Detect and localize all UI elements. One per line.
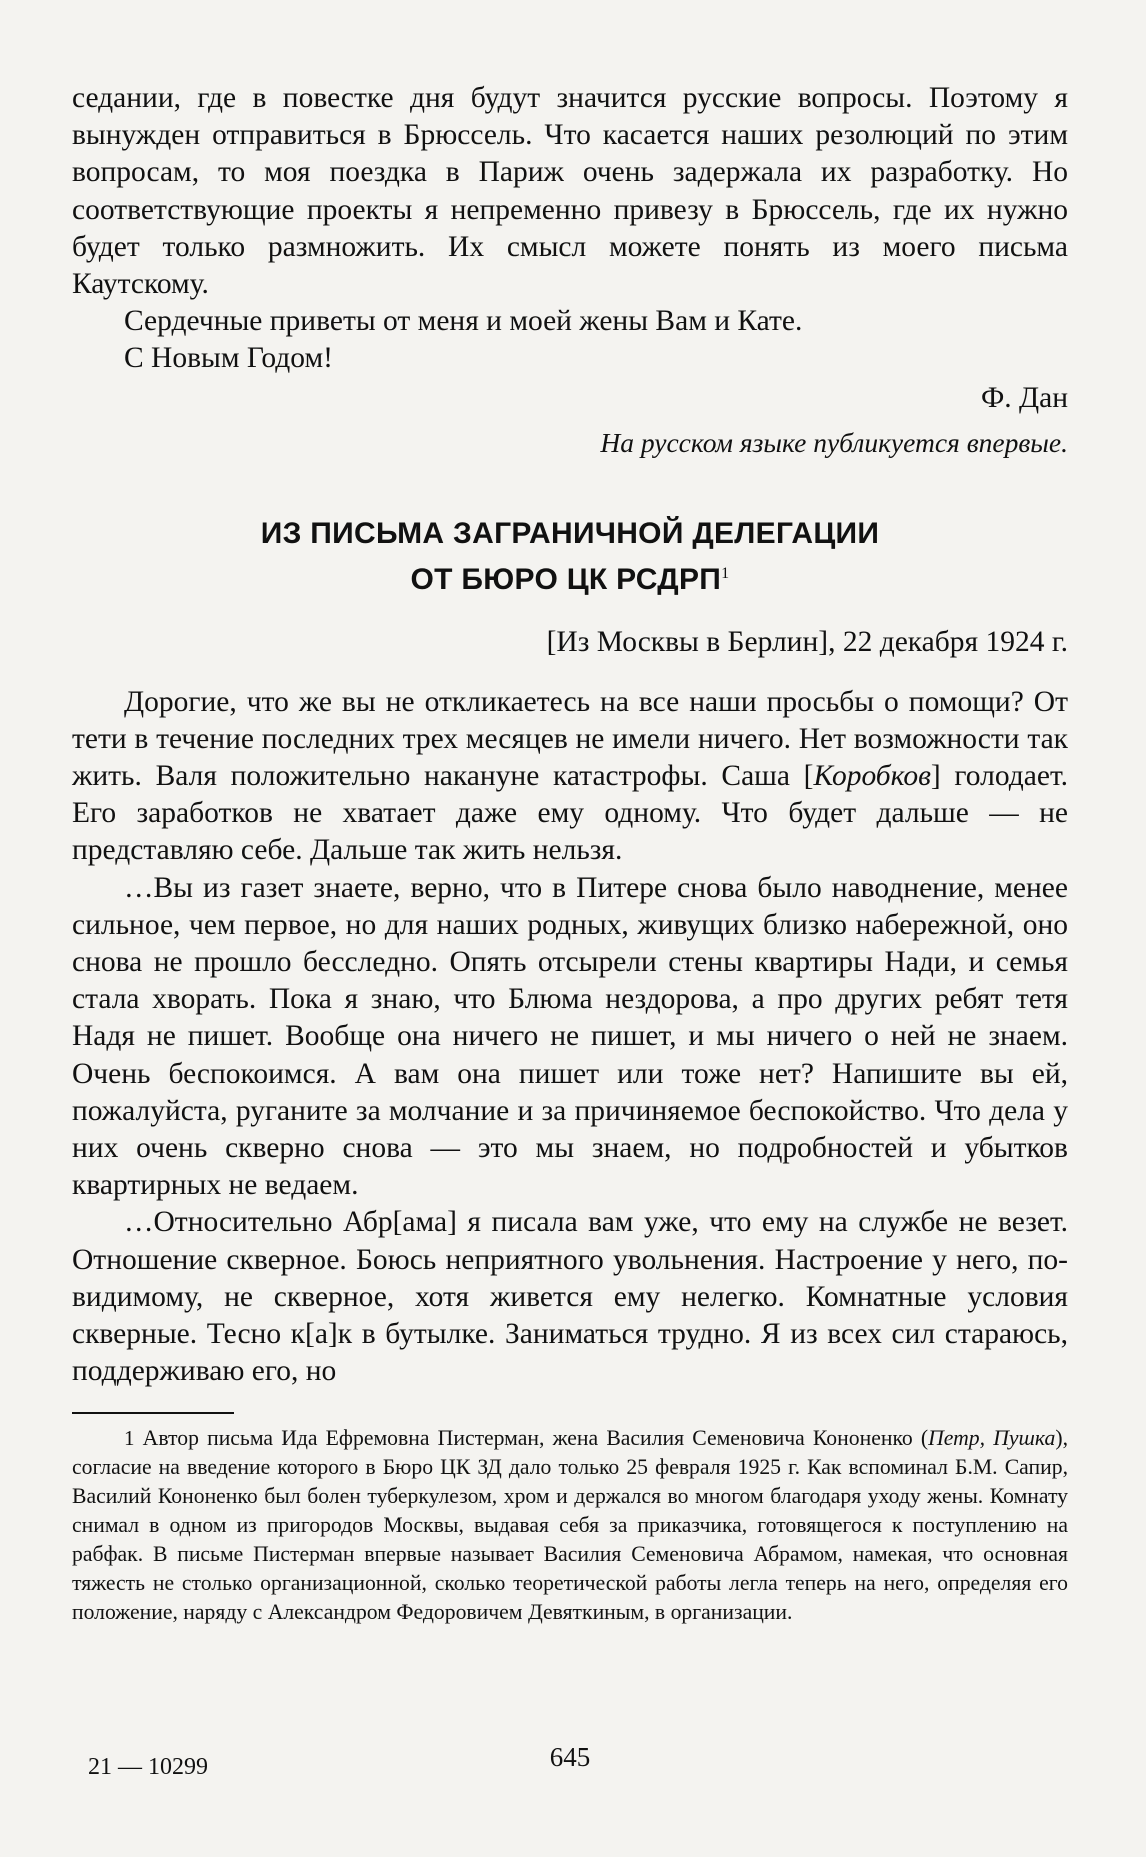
- letter-paragraph: …Относительно Абр[ама] я писала вам уже, что ему на службе не везет. Отношение скверное. Боюсь неприятного увольнения. Настроение у него, по-видимому, не скверное, хотя живется ему нелегко. Комнатные условия скверные. Тесно к[а]к в бутылке. Заниматься трудно. Я из всех сил стараюсь, поддерживаю его, но: [72, 1206, 1068, 1388]
- heading-line-2: [72, 554, 1068, 600]
- footnote-reference: 1: [721, 564, 730, 582]
- intro-paragraph: Сердечные приветы от меня и моей жены Вам и Кате.: [124, 305, 803, 338]
- first-publication-note: На русском языке публикуется впервые.: [600, 426, 1068, 458]
- letter-paragraph: Дорогие, что же вы не откликаетесь на все наши просьбы о помощи? От тети в течение последних трех месяцев не имели ничего. Нет возможности так жить. Валя положительно накануне катастрофы. Саша [Коробков] голодает. Его заработков не хватает даже ему одному. Что будет дальше — не представляю себе. Дальше так жить нельзя.: [72, 685, 1068, 867]
- document-page: [72, 80, 1068, 1780]
- footnote: [72, 1424, 1068, 1627]
- intro-text: [72, 80, 1068, 378]
- heading-line: ОТ БЮРО ЦК РСДРП: [410, 562, 722, 596]
- page-number: 645: [549, 1742, 591, 1772]
- footnote-number: 1: [124, 1426, 135, 1451]
- letter-text: [72, 684, 1068, 1391]
- footnote-text: 1 Автор письма Ида Ефремовна Пистерман, жена Василия Семеновича Кононенко (Петр, Пушка), согласие на введение которого в Бюро ЦК ЗД дало только 25 февраля 1925 г. Как вспоминал Б.М. Сапир, Василий Кононенко был болен туберкулезом, хром и держался во многом благодаря уходу жены. Комнату снимал в одном из пригородов Москвы, выдавая себя за приказчика, готовящегося к поступлению на рабфак. В письме Пистерман впервые называет Василия Семеновича Абрамом, намекая, что основная тяжесть не столько организационной, сколько теоретической работы легла теперь на него, определяя его положение, наряду с Александром Федоровичем Девяткиным, в организации.: [72, 1426, 1068, 1625]
- section-heading: [72, 514, 1068, 600]
- footnote-divider: [72, 1412, 234, 1414]
- letter-signature: Ф. Дан: [980, 381, 1068, 414]
- printer-signature-mark: 21 — 10299: [88, 1754, 208, 1780]
- intro-paragraph: седании, где в повестке дня будут значится русские вопросы. Поэтому я вынужден отправиться в Брюссель. Что касается наших резолюций по этим вопросам, то моя поездка в Париж очень задержала их разработку. Но соответствующие проекты я непременно привезу в Брюссель, где их нужно будет только размножить. Их смысл можете понять из моего письма Каутскому.: [72, 82, 1068, 301]
- dateline: [Из Москвы в Берлин], 22 декабря 1924 г.: [546, 625, 1068, 658]
- heading-line: ИЗ ПИСЬМА ЗАГРАНИЧНОЙ ДЕЛЕГАЦИИ: [260, 516, 880, 550]
- intro-paragraph: С Новым Годом!: [124, 342, 333, 375]
- letter-paragraph: …Вы из газет знаете, верно, что в Питере снова было наводнение, менее сильное, чем первое, но для наших родных, живущих близко набережной, оно снова не прошло бесследно. Опять отсырели стены квартиры Нади, и семья стала хворать. Пока я знаю, что Блюма нездорова, а про других ребят тетя Надя не пишет. Вообще она ничего не пишет, и мы ничего о ней не знаем. Очень беспокоимся. А вам она пишет или тоже нет? Напишите вы ей, пожалуйста, руганите за молчание и за причиняемое беспокойство. Что дела у них очень скверно снова — это мы знаем, но подробностей и убытков квартирных не ведаем.: [72, 871, 1068, 1202]
